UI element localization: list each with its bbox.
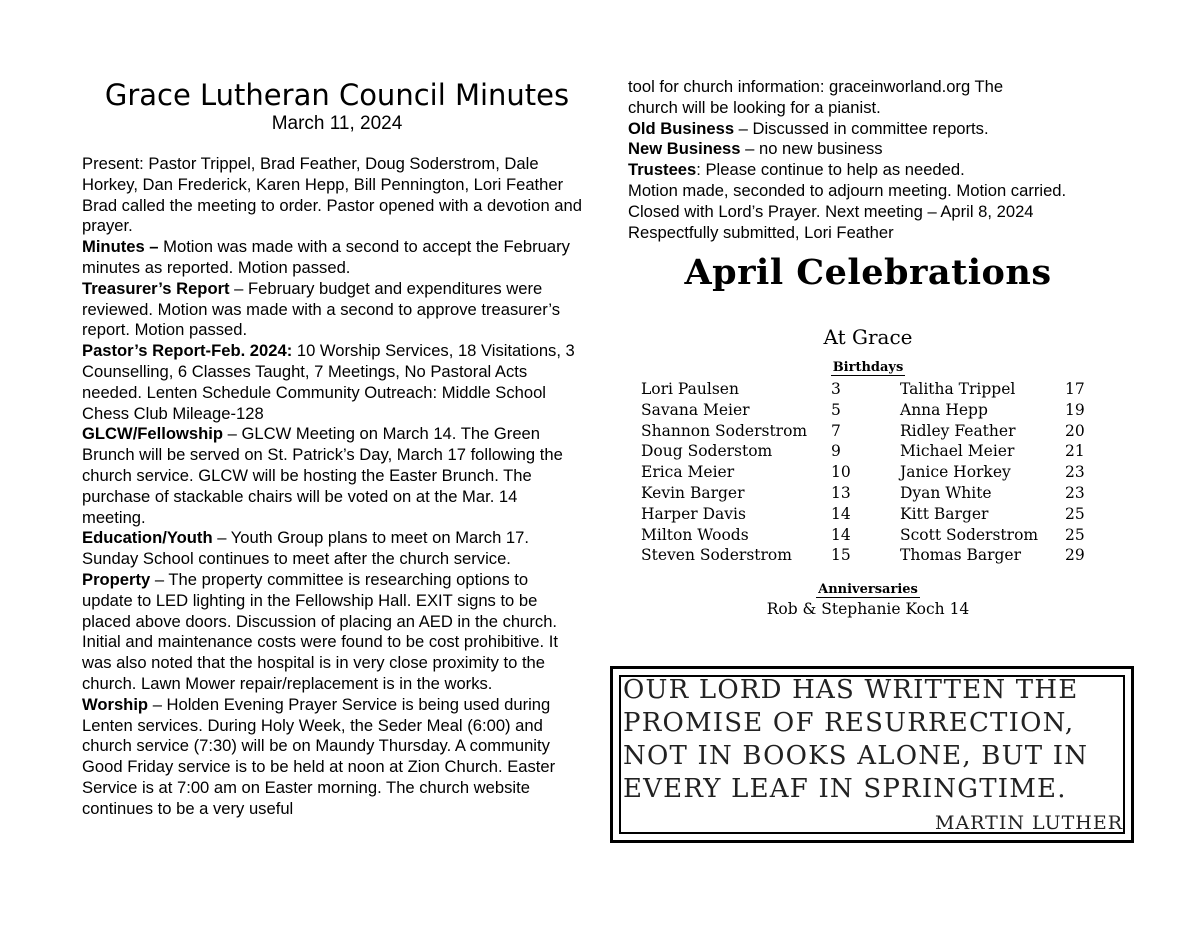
section-text: – The property committee is researching options to update to LED lighting in the Fellowship Hall. EXIT signs to be placed above doors. Discussion of placing an AED in the church. Initial and maintenance costs were found to be cost prohibitive. It was also noted that the hospital is in very close proximity to the church. Lawn Mower repair/replacement is in the works. bbox=[82, 569, 558, 693]
present-list: Present: Pastor Trippel, Brad Feather, Doug Soderstrom, Dale Horkey, Dan Frederick, Karen Hepp, Bill Pennington, Lori Feather bbox=[82, 154, 564, 194]
birthday-row bbox=[641, 545, 1095, 566]
birthday-day: 25 bbox=[1065, 525, 1085, 544]
section-heading: Trustees bbox=[628, 160, 697, 180]
section-heading: Treasurer’s Report bbox=[82, 278, 230, 298]
section-fellowship bbox=[82, 424, 582, 528]
anniversaries-list: Rob & Stephanie Koch 14 bbox=[766, 600, 970, 618]
section-text: – Youth Group plans to meet on March 17. Sunday School continues to meet after the church service. bbox=[82, 528, 530, 569]
birthday-row bbox=[641, 504, 1095, 525]
council-minutes bbox=[82, 78, 582, 820]
section-heading: Minutes – bbox=[82, 237, 159, 257]
birthday-day: 5 bbox=[831, 400, 841, 419]
section-heading: Pastor’s Report-Feb. 2024: bbox=[82, 341, 293, 361]
section-text: Motion was made with a second to accept the February minutes as reported. Motion passed. bbox=[82, 237, 570, 277]
section-text: – GLCW Meeting on March 14. The Green Brunch will be served on St. Patrick’s Day, March 17 following the church service. GLCW will be hosting the Easter Brunch. The purchase of stackable chairs will be voted on at the Mar. 14 meeting. bbox=[82, 424, 563, 527]
birthday-name: Talitha Trippel bbox=[900, 380, 1016, 398]
birthdays-body bbox=[641, 379, 1095, 566]
birthdays-table bbox=[641, 379, 1095, 566]
celebrations-title: April Celebrations bbox=[684, 252, 1052, 293]
birthday-day: 10 bbox=[831, 463, 851, 482]
birthday-name: Dyan White bbox=[900, 483, 992, 502]
continued-line: tool for church information: graceinworland.org The bbox=[628, 77, 1004, 96]
section-heading: New Business bbox=[628, 139, 741, 159]
quote-line: OUR LORD HAS WRITTEN THE bbox=[623, 675, 1079, 705]
closing-line: Closed with Lord’s Prayer. Next meeting – April 8, 2024 bbox=[628, 201, 1034, 221]
birthday-day: 25 bbox=[1065, 504, 1085, 523]
birthday-name: Milton Woods bbox=[641, 525, 749, 544]
birthday-name: Doug Soderstom bbox=[641, 442, 773, 461]
closing-line: Motion made, seconded to adjourn meeting. Motion carried. bbox=[628, 180, 1067, 200]
minutes-continued bbox=[628, 77, 1128, 243]
birthday-name: Erica Meier bbox=[641, 463, 735, 482]
birthdays-label: Birthdays bbox=[832, 360, 904, 375]
birthdays-heading bbox=[612, 360, 1124, 375]
birthday-day: 15 bbox=[831, 546, 851, 565]
minutes-title: Grace Lutheran Council Minutes bbox=[104, 78, 570, 112]
quote-line: EVERY LEAF IN SPRINGTIME. bbox=[623, 774, 1067, 804]
section-education bbox=[82, 528, 582, 570]
section-text: – February budget and expenditures were reviewed. Motion was made with a second to approve treasurer’s report. Motion passed. bbox=[82, 278, 561, 340]
birthday-day: 23 bbox=[1065, 483, 1085, 502]
section-new-business bbox=[628, 139, 1128, 160]
birthday-day: 14 bbox=[831, 504, 851, 523]
birthday-name: Savana Meier bbox=[641, 400, 750, 419]
celebrations-subtitle: At Grace bbox=[823, 325, 913, 349]
birthday-day: 23 bbox=[1065, 463, 1085, 482]
section-heading: Old Business bbox=[628, 118, 735, 138]
birthday-day: 20 bbox=[1065, 421, 1085, 440]
section-old-business bbox=[628, 119, 1128, 140]
section-text: – no new business bbox=[740, 139, 883, 159]
section-heading: Worship bbox=[82, 694, 149, 714]
birthday-name: Scott Soderstrom bbox=[900, 525, 1039, 544]
birthday-name: Kitt Barger bbox=[900, 504, 989, 523]
section-worship bbox=[82, 695, 582, 820]
section-pastor bbox=[82, 341, 582, 424]
birthday-name: Thomas Barger bbox=[900, 546, 1022, 565]
section-heading: Property bbox=[82, 569, 151, 589]
birthday-day: 19 bbox=[1065, 400, 1085, 419]
section-trustees bbox=[628, 160, 1128, 181]
birthday-day: 3 bbox=[831, 380, 841, 398]
section-heading: Education/Youth bbox=[82, 528, 213, 548]
birthday-row bbox=[641, 421, 1095, 442]
section-text: – Discussed in committee reports. bbox=[734, 118, 989, 138]
section-treasurer bbox=[82, 279, 582, 341]
birthday-day: 13 bbox=[831, 483, 851, 502]
birthday-name: Kevin Barger bbox=[641, 483, 745, 502]
section-text: – Holden Evening Prayer Service is being used during Lenten services. During Holy Week, the Seder Meal (6:00) and church service (7:30) will be on Maundy Thursday. A community Good Friday service is to be held at noon at Zion Church. Easter Service is at 7:00 am on Easter morning. The church website continues to be a very useful bbox=[82, 694, 556, 818]
birthday-day: 17 bbox=[1065, 380, 1085, 398]
birthday-row bbox=[641, 379, 1095, 400]
birthday-name: Anna Hepp bbox=[900, 400, 988, 419]
minutes-date: March 11, 2024 bbox=[271, 113, 403, 134]
birthday-name: Ridley Feather bbox=[900, 421, 1016, 440]
birthday-row bbox=[641, 400, 1095, 421]
continued-line: church will be looking for a pianist. bbox=[628, 97, 881, 117]
section-text: 10 Worship Services, 18 Visitations, 3 Counselling, 6 Classes Taught, 7 Meetings, No Pastoral Acts needed. Lenten Schedule Community Outreach: Middle School Chess Club Mileage-128 bbox=[82, 341, 575, 423]
closing-line: Respectfully submitted, Lori Feather bbox=[628, 222, 894, 242]
birthday-row bbox=[641, 483, 1095, 504]
section-minutes bbox=[82, 237, 582, 279]
minutes-sections bbox=[82, 237, 582, 819]
quote-line: PROMISE OF RESURRECTION, bbox=[623, 708, 1075, 738]
birthday-day: 7 bbox=[831, 421, 841, 440]
birthday-name: Harper Davis bbox=[641, 504, 746, 523]
birthday-day: 29 bbox=[1065, 546, 1085, 565]
birthday-row bbox=[641, 462, 1095, 483]
quote-text bbox=[623, 674, 1113, 806]
call-to-order: Brad called the meeting to order. Pastor opened with a devotion and prayer. bbox=[82, 195, 582, 236]
birthday-day: 14 bbox=[831, 525, 851, 544]
birthday-day: 9 bbox=[831, 442, 841, 461]
quote-line: NOT IN BOOKS ALONE, BUT IN bbox=[623, 741, 1089, 771]
section-property bbox=[82, 570, 582, 695]
birthday-row bbox=[641, 441, 1095, 462]
birthday-name: Lori Paulsen bbox=[641, 380, 739, 398]
anniversaries-label: Anniversaries bbox=[818, 582, 918, 597]
birthday-name: Janice Horkey bbox=[900, 463, 1011, 482]
quote-author: MARTIN LUTHER bbox=[935, 812, 1123, 834]
birthday-day: 21 bbox=[1065, 442, 1085, 461]
birthday-name: Shannon Soderstrom bbox=[641, 421, 808, 440]
anniversaries-heading bbox=[612, 582, 1124, 597]
quote-box bbox=[610, 666, 1134, 843]
birthday-name: Steven Soderstrom bbox=[641, 546, 792, 565]
section-heading: GLCW/Fellowship bbox=[82, 424, 224, 444]
birthday-row bbox=[641, 525, 1095, 546]
section-text: : Please continue to help as needed. bbox=[696, 160, 965, 180]
birthday-name: Michael Meier bbox=[900, 442, 1015, 461]
